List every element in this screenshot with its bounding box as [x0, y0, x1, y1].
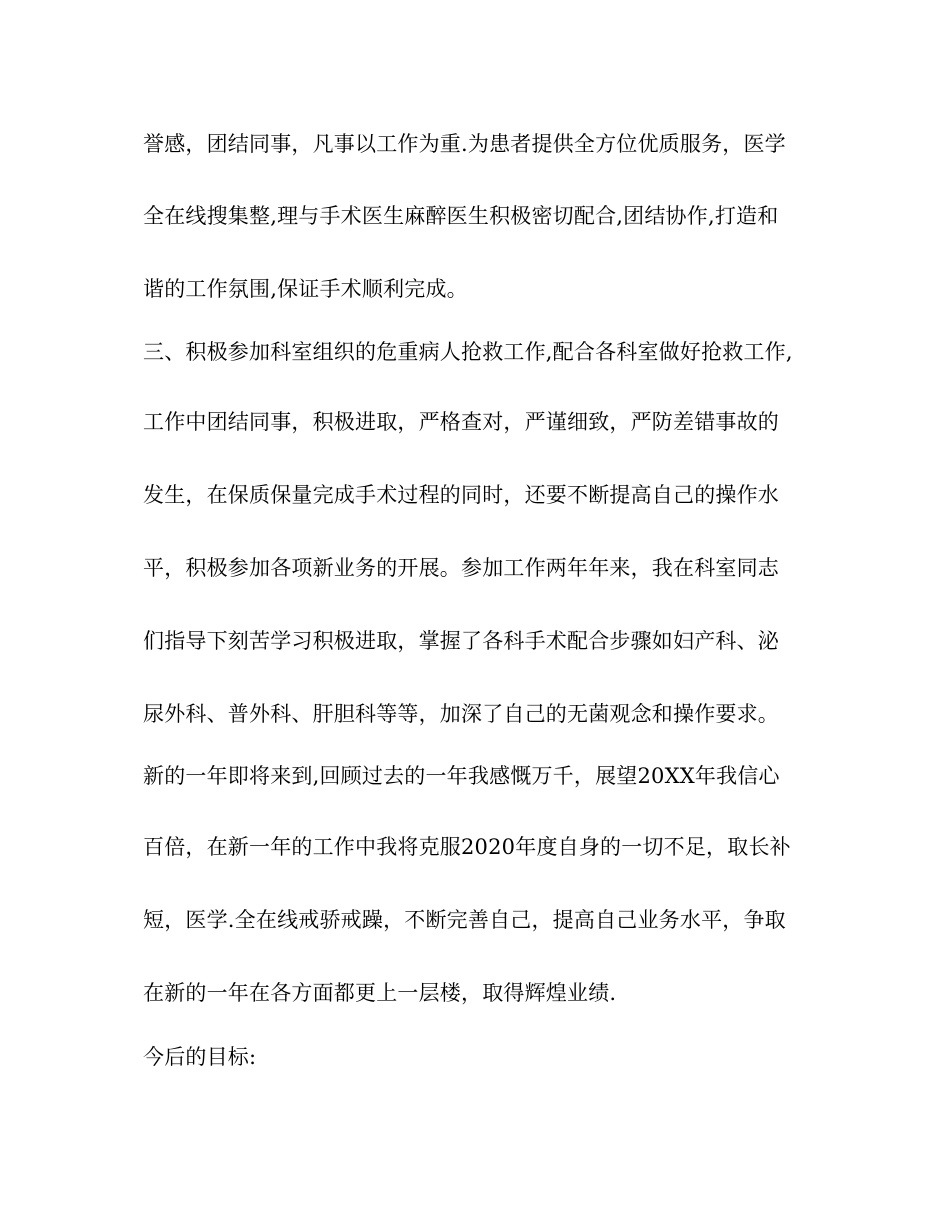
paragraph-line: 在新的一年在各方面都更上一层楼，取得辉煌业绩. [143, 981, 617, 1005]
paragraph-line: 发生，在保质保量完成手术过程的同时，还要不断提高自己的操作水 [143, 483, 779, 507]
paragraph-line: 百倍，在新一年的工作中我将克服2020年度自身的一切不足，取长补 [143, 835, 791, 859]
paragraph-line: 三、积极参加科室组织的危重病人抢救工作,配合各科室做好抢救工作, [143, 340, 793, 364]
paragraph-line: 誉感，团结同事，凡事以工作为重.为患者提供全方位优质服务，医学 [143, 132, 786, 156]
paragraph-line: 全在线搜集整,理与手术医生麻醉医生积极密切配合,团结协作,打造和 [143, 204, 779, 228]
paragraph-line: 新的一年即将来到,回顾过去的一年我感慨万千，展望20XX年我信心 [143, 764, 780, 788]
paragraph-line: 平，积极参加各项新业务的开展。参加工作两年年来，我在科室同志 [143, 556, 779, 580]
paragraph-line: 今后的目标: [143, 1045, 257, 1069]
paragraph-line: 尿外科、普外科、肝胆科等等，加深了自己的无菌观念和操作要求。 [143, 702, 779, 726]
paragraph-line: 们指导下刻苦学习积极进取，掌握了各科手术配合步骤如妇产科、泌 [143, 629, 779, 653]
paragraph-line: 短，医学.全在线戒骄戒躁，不断完善自己，提高自己业务水平，争取 [143, 908, 786, 932]
paragraph-line: 谐的工作氛围,保证手术顺利完成。 [143, 277, 468, 301]
paragraph-line: 工作中团结同事，积极进取，严格查对，严谨细致，严防差错事故的 [143, 410, 779, 434]
